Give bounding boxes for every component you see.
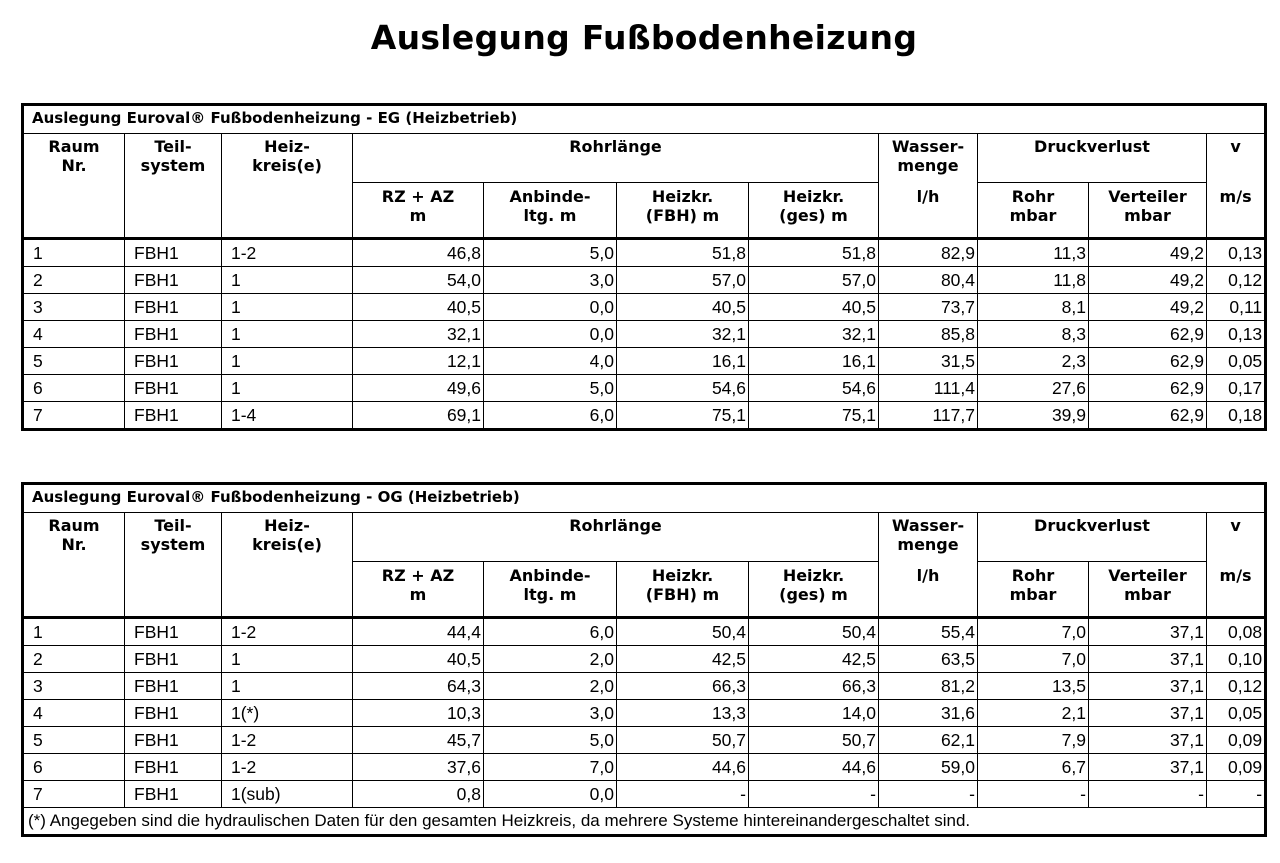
table-cell: 0,12: [1207, 267, 1266, 294]
header-anbinde: Anbinde- ltg. m: [484, 562, 617, 618]
header-heizkreis: Heiz- kreis(e): [222, 134, 353, 239]
table-cell: 5,0: [484, 727, 617, 754]
table-cell: 0,0: [484, 781, 617, 808]
table-cell: 5,0: [484, 239, 617, 267]
table-cell: 111,4: [879, 375, 978, 402]
header-rzaz: RZ + AZ m: [353, 183, 484, 239]
table-caption: Auslegung Euroval® Fußbodenheizung - OG (Heizbetrieb): [23, 484, 1266, 513]
table-cell: 2: [23, 646, 125, 673]
table-row: [23, 375, 1266, 402]
page-title: Auslegung Fußbodenheizung: [370, 18, 918, 57]
table-row: [23, 402, 1266, 430]
table-cell: 1: [222, 375, 353, 402]
header-teilsystem: Teil- system: [125, 513, 222, 618]
table-cell: 32,1: [353, 321, 484, 348]
header-heizkr-ges: Heizkr. (ges) m: [749, 562, 879, 618]
header-rohr: Rohr mbar: [978, 183, 1089, 239]
table-cell: 7,0: [978, 618, 1089, 646]
table-cell: 3,0: [484, 267, 617, 294]
table-cell: 13,3: [617, 700, 749, 727]
table-row: [23, 673, 1266, 700]
header-raum: Raum Nr.: [23, 513, 125, 618]
table-row: [23, 754, 1266, 781]
table-cell: 40,5: [353, 294, 484, 321]
table-cell: 4,0: [484, 348, 617, 375]
table-cell: 5: [23, 727, 125, 754]
table-cell: 2: [23, 267, 125, 294]
table-cell: 39,9: [978, 402, 1089, 430]
table-cell: 57,0: [749, 267, 879, 294]
table-cell: FBH1: [125, 700, 222, 727]
table-cell: 1(*): [222, 700, 353, 727]
table-cell: 42,5: [749, 646, 879, 673]
table-cell: 8,3: [978, 321, 1089, 348]
table-cell: 32,1: [617, 321, 749, 348]
table-cell: 3: [23, 294, 125, 321]
table-cell: 62,9: [1089, 321, 1207, 348]
table-cell: 37,1: [1089, 673, 1207, 700]
table-cell: 49,2: [1089, 267, 1207, 294]
table-cell: 6,7: [978, 754, 1089, 781]
table-cell: 7,0: [978, 646, 1089, 673]
table-cell: 31,6: [879, 700, 978, 727]
header-v-unit: m/s: [1207, 562, 1266, 618]
table-cell: 1: [222, 294, 353, 321]
table-cell: 50,7: [617, 727, 749, 754]
table-cell: 37,1: [1089, 646, 1207, 673]
table-cell: 40,5: [617, 294, 749, 321]
table-cell: FBH1: [125, 727, 222, 754]
table-cell: 62,9: [1089, 348, 1207, 375]
header-wassermenge: Wasser- menge: [879, 513, 978, 562]
table-cell: 0,08: [1207, 618, 1266, 646]
table-cell: 16,1: [617, 348, 749, 375]
table-row: [23, 646, 1266, 673]
table-cell: 50,4: [617, 618, 749, 646]
table-cell: 6: [23, 754, 125, 781]
header-rohrlaenge: Rohrlänge: [353, 134, 879, 183]
table-cell: 3: [23, 673, 125, 700]
table-cell: 7,9: [978, 727, 1089, 754]
table-cell: 63,5: [879, 646, 978, 673]
table-cell: 85,8: [879, 321, 978, 348]
footnote: (*) Angegeben sind die hydraulischen Daten für den gesamten Heizkreis, da mehrere Systeme hintereinandergeschaltet sind.: [23, 808, 1266, 836]
table-cell: 44,6: [749, 754, 879, 781]
table-cell: 2,3: [978, 348, 1089, 375]
table-cell: 75,1: [749, 402, 879, 430]
table-cell: -: [1207, 781, 1266, 808]
table-cell: 7,0: [484, 754, 617, 781]
table-cell: 6: [23, 375, 125, 402]
table-cell: 1-2: [222, 239, 353, 267]
header-verteiler: Verteiler mbar: [1089, 562, 1207, 618]
table-cell: 8,1: [978, 294, 1089, 321]
table-cell: 40,5: [353, 646, 484, 673]
table-cell: 37,1: [1089, 618, 1207, 646]
header-anbinde: Anbinde- ltg. m: [484, 183, 617, 239]
table-row: [23, 781, 1266, 808]
table-cell: 1-4: [222, 402, 353, 430]
table-cell: 7: [23, 402, 125, 430]
table-cell: 75,1: [617, 402, 749, 430]
header-druckverlust: Druckverlust: [978, 513, 1207, 562]
table-cell: 1: [23, 239, 125, 267]
table-cell: 0,05: [1207, 348, 1266, 375]
table-cell: 66,3: [617, 673, 749, 700]
table-cell: -: [978, 781, 1089, 808]
table-cell: 55,4: [879, 618, 978, 646]
table-cell: 44,4: [353, 618, 484, 646]
table-cell: 0,10: [1207, 646, 1266, 673]
header-heizkr-ges: Heizkr. (ges) m: [749, 183, 879, 239]
table-row: [23, 267, 1266, 294]
table-cell: 13,5: [978, 673, 1089, 700]
header-rzaz: RZ + AZ m: [353, 562, 484, 618]
table-cell: 4: [23, 700, 125, 727]
header-druckverlust: Druckverlust: [978, 134, 1207, 183]
table-cell: 4: [23, 321, 125, 348]
table-cell: 117,7: [879, 402, 978, 430]
table-cell: 32,1: [749, 321, 879, 348]
table-cell: 51,8: [617, 239, 749, 267]
table-cell: 1: [222, 348, 353, 375]
table-row: [23, 348, 1266, 375]
table-cell: 73,7: [879, 294, 978, 321]
table-cell: 10,3: [353, 700, 484, 727]
table-cell: -: [749, 781, 879, 808]
table-cell: 81,2: [879, 673, 978, 700]
table-cell: 0,17: [1207, 375, 1266, 402]
table-cell: 62,9: [1089, 402, 1207, 430]
header-heizkr-fbh: Heizkr. (FBH) m: [617, 183, 749, 239]
table-cell: 2,0: [484, 646, 617, 673]
table-caption: Auslegung Euroval® Fußbodenheizung - EG (Heizbetrieb): [23, 105, 1266, 134]
table-cell: 69,1: [353, 402, 484, 430]
table-cell: 0,13: [1207, 239, 1266, 267]
header-rohrlaenge: Rohrlänge: [353, 513, 879, 562]
table-cell: 6,0: [484, 402, 617, 430]
table-cell: 1-2: [222, 727, 353, 754]
header-verteiler: Verteiler mbar: [1089, 183, 1207, 239]
table-cell: 1: [222, 646, 353, 673]
table-cell: 7: [23, 781, 125, 808]
table-cell: 11,8: [978, 267, 1089, 294]
table-cell: 0,11: [1207, 294, 1266, 321]
table-cell: FBH1: [125, 754, 222, 781]
header-v-unit: m/s: [1207, 183, 1266, 239]
table-row: [23, 700, 1266, 727]
table-cell: 37,1: [1089, 754, 1207, 781]
table-cell: FBH1: [125, 402, 222, 430]
header-teilsystem: Teil- system: [125, 134, 222, 239]
table-cell: 54,0: [353, 267, 484, 294]
table-cell: 64,3: [353, 673, 484, 700]
table-cell: 0,05: [1207, 700, 1266, 727]
table-cell: 66,3: [749, 673, 879, 700]
table-row: [23, 618, 1266, 646]
header-wasser-unit: l/h: [879, 562, 978, 618]
table-cell: 37,1: [1089, 727, 1207, 754]
table-cell: 16,1: [749, 348, 879, 375]
table-cell: 11,3: [978, 239, 1089, 267]
table-cell: FBH1: [125, 348, 222, 375]
table-cell: 1: [222, 673, 353, 700]
header-wassermenge: Wasser- menge: [879, 134, 978, 183]
table-cell: FBH1: [125, 267, 222, 294]
table-cell: FBH1: [125, 781, 222, 808]
table-row: [23, 727, 1266, 754]
table-og: [21, 482, 1267, 837]
table-cell: 27,6: [978, 375, 1089, 402]
table-cell: 50,4: [749, 618, 879, 646]
table-cell: 1-2: [222, 618, 353, 646]
table-cell: 0,0: [484, 321, 617, 348]
table-cell: 49,2: [1089, 239, 1207, 267]
table-cell: 1: [23, 618, 125, 646]
table-cell: FBH1: [125, 618, 222, 646]
table-cell: 0,09: [1207, 727, 1266, 754]
table-cell: 59,0: [879, 754, 978, 781]
table-cell: 57,0: [617, 267, 749, 294]
table-cell: 6,0: [484, 618, 617, 646]
table-cell: 1(sub): [222, 781, 353, 808]
table-cell: 62,1: [879, 727, 978, 754]
table-cell: 2,0: [484, 673, 617, 700]
table-cell: 45,7: [353, 727, 484, 754]
table-cell: 40,5: [749, 294, 879, 321]
table-cell: 0,13: [1207, 321, 1266, 348]
header-raum: Raum Nr.: [23, 134, 125, 239]
table-cell: 3,0: [484, 700, 617, 727]
table-eg: [21, 103, 1267, 431]
table-cell: 54,6: [617, 375, 749, 402]
header-v: v: [1207, 513, 1266, 562]
table-cell: FBH1: [125, 673, 222, 700]
table-cell: FBH1: [125, 375, 222, 402]
table-cell: 0,09: [1207, 754, 1266, 781]
table-cell: 42,5: [617, 646, 749, 673]
table-cell: -: [617, 781, 749, 808]
table-cell: 44,6: [617, 754, 749, 781]
header-heizkr-fbh: Heizkr. (FBH) m: [617, 562, 749, 618]
table-row: [23, 239, 1266, 267]
table-cell: 5,0: [484, 375, 617, 402]
table-cell: 1: [222, 267, 353, 294]
table-cell: 37,6: [353, 754, 484, 781]
table-cell: 80,4: [879, 267, 978, 294]
table-cell: 0,12: [1207, 673, 1266, 700]
table-cell: FBH1: [125, 239, 222, 267]
table-cell: 49,2: [1089, 294, 1207, 321]
table-cell: -: [879, 781, 978, 808]
table-cell: 1: [222, 321, 353, 348]
table-row: [23, 294, 1266, 321]
table-cell: 0,18: [1207, 402, 1266, 430]
table-cell: 62,9: [1089, 375, 1207, 402]
table-cell: 2,1: [978, 700, 1089, 727]
table-cell: 0,0: [484, 294, 617, 321]
table-row: [23, 321, 1266, 348]
table-cell: 37,1: [1089, 700, 1207, 727]
table-cell: 1-2: [222, 754, 353, 781]
table-cell: 5: [23, 348, 125, 375]
header-rohr: Rohr mbar: [978, 562, 1089, 618]
table-cell: 14,0: [749, 700, 879, 727]
table-cell: 12,1: [353, 348, 484, 375]
table-cell: 51,8: [749, 239, 879, 267]
table-cell: FBH1: [125, 646, 222, 673]
table-cell: 0,8: [353, 781, 484, 808]
table-cell: 46,8: [353, 239, 484, 267]
table-cell: 49,6: [353, 375, 484, 402]
table-cell: 31,5: [879, 348, 978, 375]
table-cell: 54,6: [749, 375, 879, 402]
header-heizkreis: Heiz- kreis(e): [222, 513, 353, 618]
table-cell: FBH1: [125, 321, 222, 348]
table-cell: FBH1: [125, 294, 222, 321]
header-wasser-unit: l/h: [879, 183, 978, 239]
table-cell: -: [1089, 781, 1207, 808]
table-cell: 50,7: [749, 727, 879, 754]
table-cell: 82,9: [879, 239, 978, 267]
header-v: v: [1207, 134, 1266, 183]
